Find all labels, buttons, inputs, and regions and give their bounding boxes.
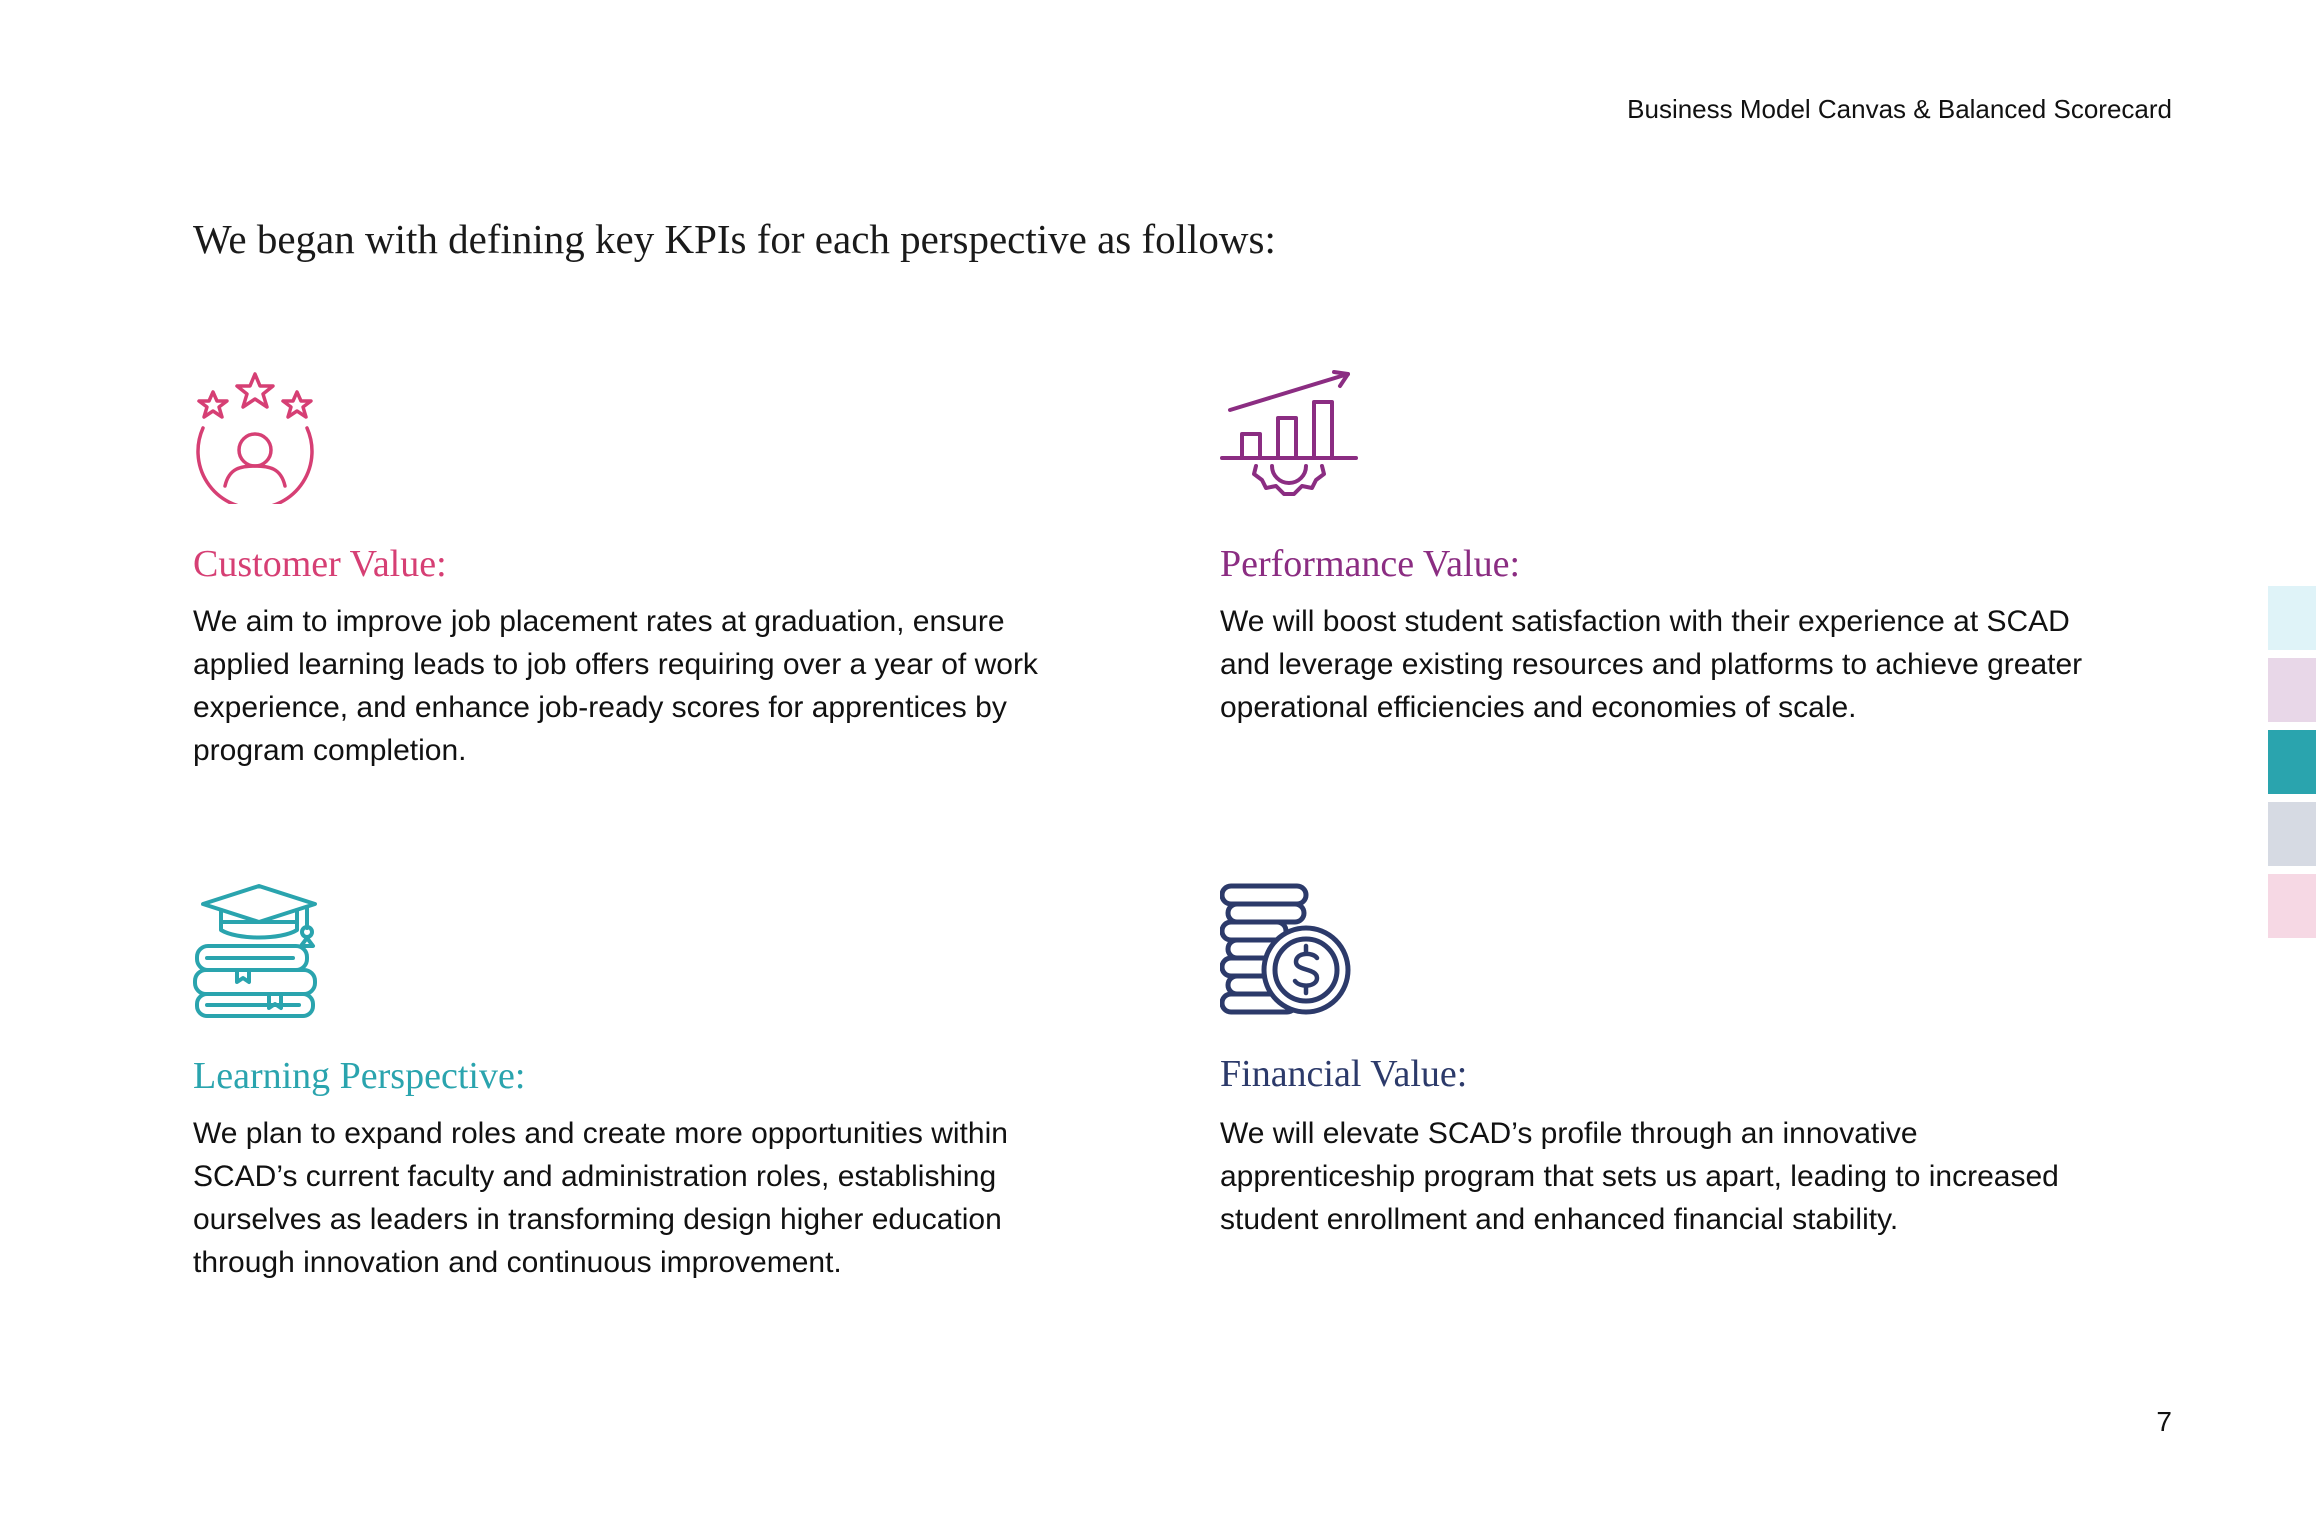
customer-stars-icon: [193, 368, 317, 504]
section-title: Performance Value:: [1220, 543, 1521, 585]
intro-text: We began with defining key KPIs for each perspective as follows:: [193, 216, 1276, 262]
side-tab[interactable]: [2268, 802, 2316, 866]
section-body: We plan to expand roles and create more opportunities within SCAD’s current faculty and administration roles, establishing ourselves as leaders in transforming design higher education through innovation and continuous improvement.: [193, 1117, 1008, 1279]
section-title: Learning Perspective:: [193, 1055, 526, 1097]
bar-chart-gear-icon: [1220, 368, 1360, 508]
section-body: We aim to improve job placement rates at graduation, ensure applied learning leads to job offers requiring over a year of work experience, and enhance job-ready scores for apprentices by program completion.: [193, 605, 1038, 767]
side-tab[interactable]: [2268, 874, 2316, 938]
page-number: 7: [2156, 1406, 2172, 1437]
graduation-books-icon: [193, 882, 323, 1018]
running-header: Business Model Canvas & Balanced Scorecard: [1627, 94, 2172, 124]
section-body: We will elevate SCAD’s profile through an innovative apprenticeship program that sets us apart, leading to increased student enrollment and enhanced financial stability.: [1220, 1117, 2059, 1236]
side-tab-strip: [2268, 586, 2316, 946]
side-tab-active[interactable]: [2268, 730, 2316, 794]
side-tab[interactable]: [2268, 586, 2316, 650]
side-tab[interactable]: [2268, 658, 2316, 722]
section-title: Customer Value:: [193, 543, 447, 585]
coins-dollar-icon: [1220, 882, 1354, 1022]
section-body: We will boost student satisfaction with their experience at SCAD and leverage existing resources and platforms to achieve greater operational efficiencies and economies of scale.: [1220, 605, 2083, 724]
section-title: Financial Value:: [1220, 1053, 1468, 1095]
